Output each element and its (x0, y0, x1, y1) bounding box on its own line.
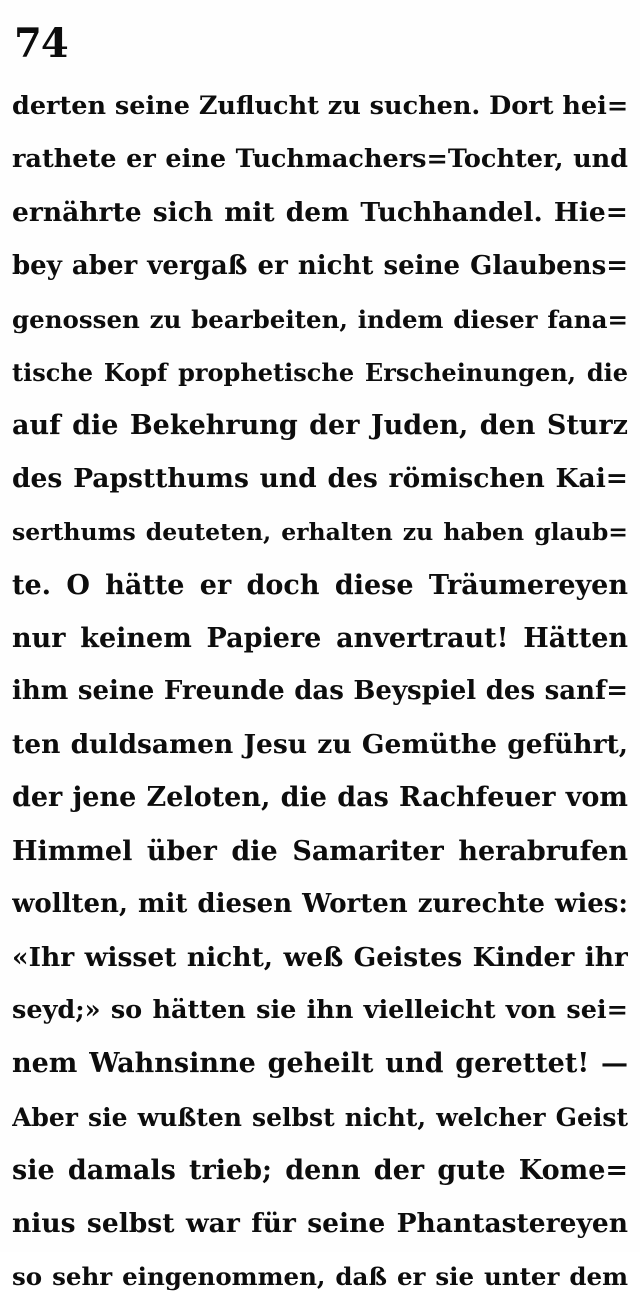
text-line: ihm seine Freunde das Beyspiel des sanf= (12, 676, 628, 707)
text-line: seyd;» so hätten sie ihn vielleicht von sei= (12, 995, 628, 1026)
text-line: genossen zu bearbeiten, indem dieser fana= (12, 304, 628, 334)
text-line: ernährte sich mit dem Tuchhandel. Hie= (12, 197, 628, 229)
text-line: sie damals trieb; denn der gute Kome= (12, 1154, 628, 1186)
text-line: der jene Zeloten, die das Rachfeuer vom (12, 782, 628, 814)
text-line: serthums deuteten, erhalten zu haben glaub= (12, 517, 628, 546)
text-line: Himmel über die Samariter herabrufen (12, 835, 628, 867)
text-line: wollten, mit diesen Worten zurechte wies: (12, 888, 628, 919)
text-line: ten duldsamen Jesu zu Gemüthe geführt, (12, 729, 628, 761)
text-line: nur keinem Papiere anvertraut! Hätten (12, 622, 628, 654)
text-line: Aber sie wußten selbst nicht, welcher Geist (12, 1102, 628, 1132)
text-line: te. O hätte er doch diese Träumereyen (12, 569, 628, 601)
text-line: rathete er eine Tuchmachers=Tochter, und (12, 144, 628, 175)
text-line: «Ihr wisset nicht, weß Geistes Kinder ihr (12, 942, 628, 973)
text-line: nius selbst war für seine Phantastereyen (12, 1207, 628, 1239)
text-line: bey aber vergaß er nicht seine Glaubens= (12, 250, 628, 281)
text-line: derten seine Zuflucht zu suchen. Dort hei= (12, 91, 628, 121)
page-number: 74 (14, 20, 68, 67)
text-line: so sehr eingenommen, daß er sie unter dem (12, 1262, 628, 1292)
text-line: nem Wahnsinne geheilt und gerettet! — (12, 1048, 628, 1080)
text-line: auf die Bekehrung der Juden, den Sturz (12, 410, 628, 442)
text-line: des Papstthums und des römischen Kai= (12, 463, 628, 495)
text-line: tische Kopf prophetische Erscheinungen, die (12, 357, 628, 387)
body-text (12, 80, 628, 1303)
